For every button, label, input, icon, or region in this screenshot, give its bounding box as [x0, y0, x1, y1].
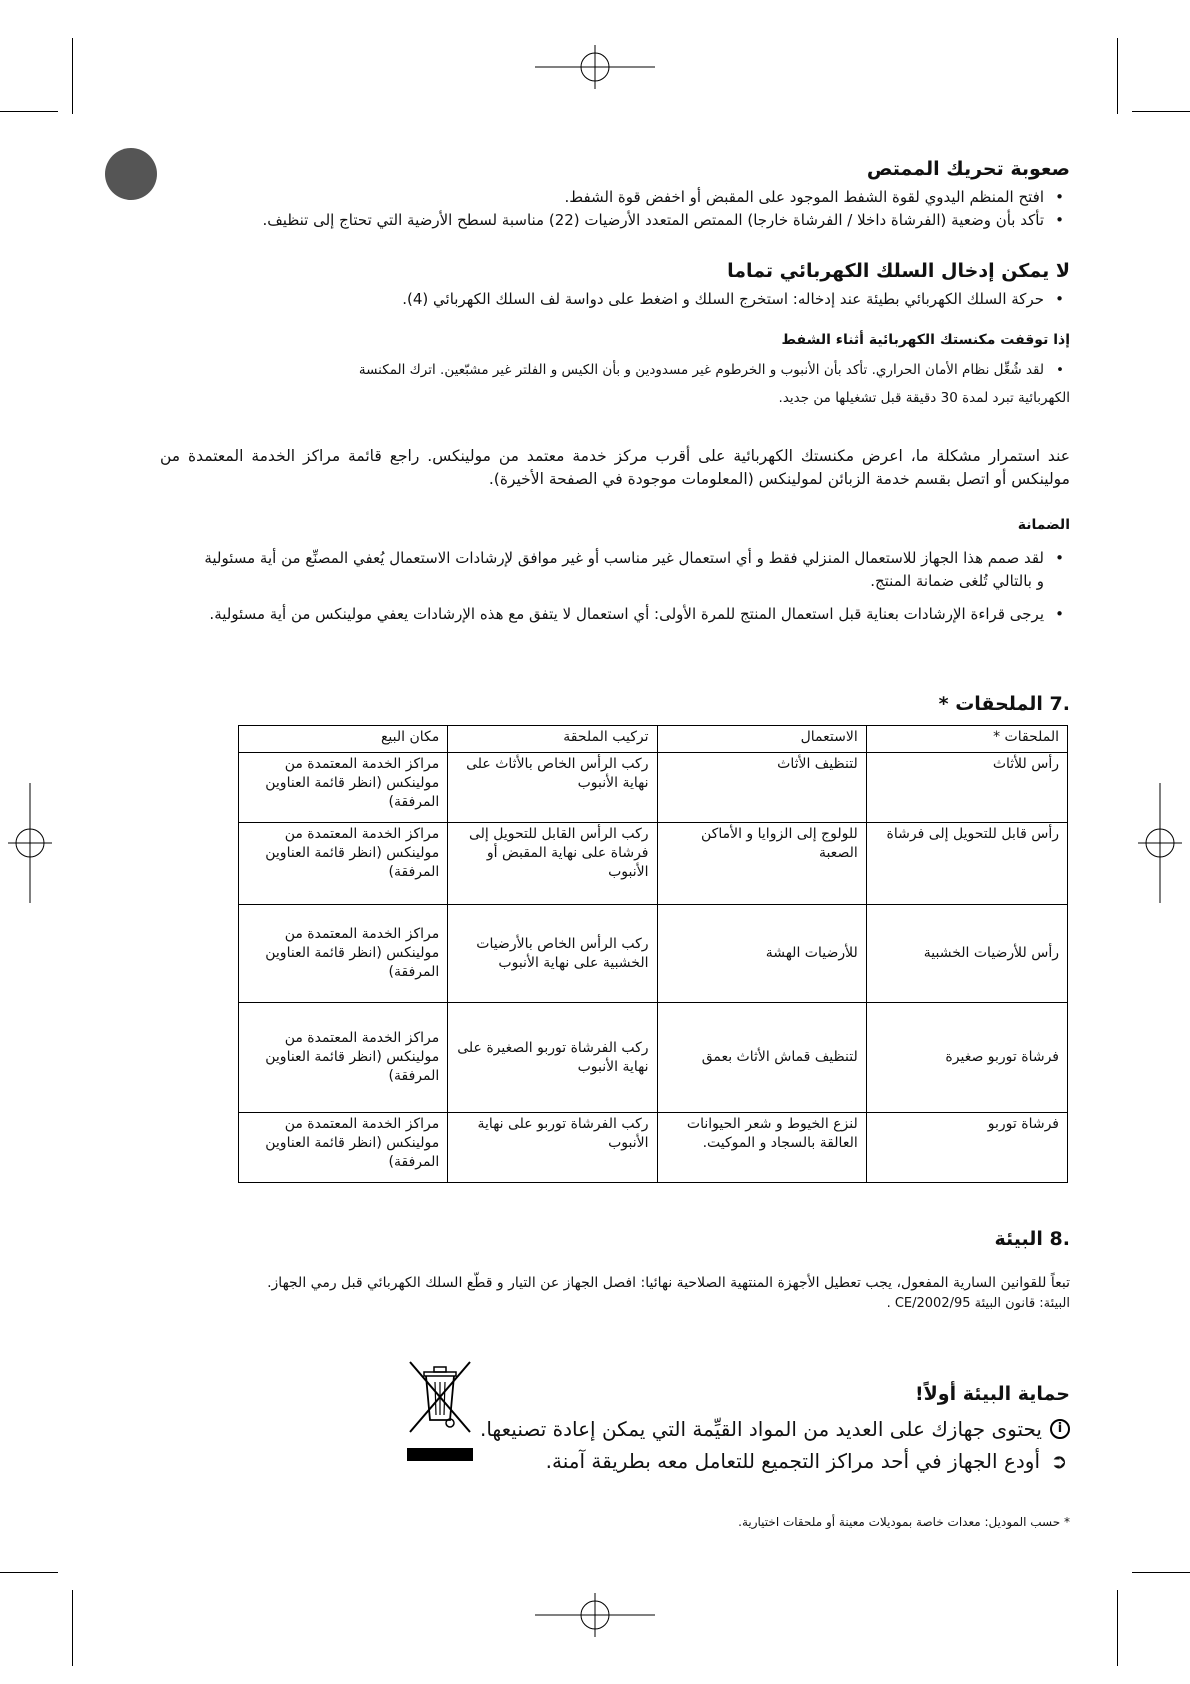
- registration-mark-left: [8, 783, 52, 903]
- table-header-where-to-buy: مكان البيع: [239, 726, 448, 753]
- footnote-wrap: [160, 1512, 1070, 1532]
- crop-mark: [0, 1572, 58, 1573]
- environment-paragraph: تبعاً للقوانين السارية المفعول، يجب تعطيل الأجهزة المنتهية الصلاحية نهائيا: افصل الجهاز عن التيار و قطّع السلك الكهربائي قبل رمي الجهاز.: [267, 1275, 1070, 1291]
- info-icon: i: [1050, 1419, 1070, 1439]
- persist-section: [160, 445, 1070, 491]
- table-cell: لنزع الخيوط و شعر الحيوانات العالقة بالسجاد و الموكيت.: [657, 1113, 866, 1183]
- stops-title: إذا توقفت مكنستك الكهربائية أثناء الشفط: [781, 332, 1070, 348]
- table-row: [239, 1003, 1068, 1113]
- table-row: [239, 1113, 1068, 1183]
- table-cell: ركب الفرشاة توربو الصغيرة على نهاية الأنبوب: [448, 1003, 657, 1113]
- table-cell: رأس قابل للتحويل إلى فرشاة: [866, 823, 1067, 905]
- table-header-use: الاستعمال: [657, 726, 866, 753]
- footnote: * حسب الموديل: معدات خاصة بموديلات معينة أو ملحقات اختيارية.: [738, 1515, 1070, 1529]
- stops-continuation: الكهربائية تبرد لمدة 30 دقيقة قبل تشغيلها من جديد.: [778, 390, 1070, 406]
- table-cell: فرشاة توربو صغيرة: [866, 1003, 1067, 1113]
- registration-mark-top: [535, 45, 655, 89]
- table-row: [239, 905, 1068, 1003]
- warranty-title: الضمانة: [1017, 517, 1070, 533]
- persist-paragraph: عند استمرار مشكلة ما، اعرض مكنستك الكهربائية على أقرب مركز خدمة معتمد من مولينكس. راجع قائمة مراكز الخدمة المعتمدة من مولينكس أو اتصل بقسم خدمة الزبائن لمولينكس (المعلومات موجودة في الصفحة الأخيرة).: [160, 447, 1070, 488]
- protect-line-2-text: أودع الجهاز في أحد مراكز التجميع للتعامل معه بطريقة آمنة.: [545, 1449, 1040, 1473]
- table-cell: ركب الرأس الخاص بالأثاث على نهاية الأنبوب: [448, 753, 657, 823]
- cord-section: [160, 260, 1070, 311]
- stops-item: • لقد شُغِّل نظام الأمان الحراري. تأكد بأن الأنبوب و الخرطوم غير مسدودين و بأن الكيس و الفلتر غير مشبّعين. اترك المكنسة: [160, 360, 1070, 380]
- suction-difficulty-item-2: • تأكد بأن وضعية (الفرشاة داخلا / الفرشاة خارجا) الممتص المتعدد الأرضيات (22) مناسبة لسطح الأرضية التي تحتاج إلى تنظيف.: [160, 209, 1070, 232]
- registration-mark-bottom: [535, 1593, 655, 1637]
- table-cell: رأس للأثاث: [866, 753, 1067, 823]
- accessories-title: .7 الملحقات *: [938, 693, 1070, 715]
- table-row: [239, 753, 1068, 823]
- environment-title: .8 البيئة: [994, 1228, 1070, 1250]
- environment-section: [160, 1228, 1070, 1314]
- protect-section: [160, 1383, 1070, 1477]
- warranty-item-2: • يرجى قراءة الإرشادات بعناية قبل استعمال المنتج للمرة الأولى: أي استعمال لا يتفق مع هذه الإرشادات يعفي مولينكس من أية مسئولية.: [160, 603, 1070, 626]
- table-cell: مراكز الخدمة المعتمدة من مولينكس (انظر قائمة العناوين المرفقة): [239, 753, 448, 823]
- suction-difficulty-title: صعوبة تحريك الممتص: [866, 158, 1070, 180]
- table-header-accessory: الملحقات *: [866, 726, 1067, 753]
- stops-section: [160, 332, 1070, 408]
- table-cell: لتنظيف قماش الأثاث بعمق: [657, 1003, 866, 1113]
- crop-mark: [1132, 1572, 1190, 1573]
- protect-line-2: [160, 1445, 1070, 1477]
- table-cell: مراكز الخدمة المعتمدة من مولينكس (انظر قائمة العناوين المرفقة): [239, 823, 448, 905]
- crop-mark: [1132, 111, 1190, 112]
- crop-mark: [72, 1590, 73, 1666]
- accessories-table: [238, 725, 1068, 1183]
- registration-mark-right: [1138, 783, 1182, 903]
- environment-law: البيئة: قانون البيئة 2002/95/CE .: [886, 1296, 1070, 1311]
- warranty-section: [160, 517, 1070, 626]
- table-cell: مراكز الخدمة المعتمدة من مولينكس (انظر قائمة العناوين المرفقة): [239, 905, 448, 1003]
- suction-difficulty-item-1: • افتح المنظم اليدوي لقوة الشفط الموجود على المقبض أو اخفض قوة الشفط.: [160, 186, 1070, 209]
- table-row: [239, 823, 1068, 905]
- table-cell: رأس للأرضيات الخشبية: [866, 905, 1067, 1003]
- accessories-heading-wrap: [160, 693, 1070, 715]
- language-tab-dot: [105, 148, 157, 200]
- cord-title: لا يمكن إدخال السلك الكهربائي تماما: [727, 260, 1070, 282]
- cord-item-1: • حركة السلك الكهربائي بطيئة عند إدخاله: استخرج السلك و اضغط على دواسة لف السلك الكهربائي (4).: [160, 288, 1070, 311]
- table-cell: للأرضيات الهشة: [657, 905, 866, 1003]
- table-cell: ركب الرأس الخاص بالأرضيات الخشبية على نهاية الأنبوب: [448, 905, 657, 1003]
- table-cell: ركب الرأس القابل للتحويل إلى فرشاة على نهاية المقبض أو الأنبوب: [448, 823, 657, 905]
- table-cell: مراكز الخدمة المعتمدة من مولينكس (انظر قائمة العناوين المرفقة): [239, 1113, 448, 1183]
- table-cell: فرشاة توربو: [866, 1113, 1067, 1183]
- crop-mark: [72, 38, 73, 114]
- protect-line-1: [160, 1413, 1070, 1445]
- table-cell: ركب الفرشاة توربو على نهاية الأنبوب: [448, 1113, 657, 1183]
- table-cell: مراكز الخدمة المعتمدة من مولينكس (انظر قائمة العناوين المرفقة): [239, 1003, 448, 1113]
- protect-title: حماية البيئة أولاً!: [914, 1383, 1070, 1405]
- table-cell: لتنظيف الأثاث: [657, 753, 866, 823]
- crop-mark: [0, 111, 58, 112]
- table-cell: للولوج إلى الزوايا و الأماكن الصعبة: [657, 823, 866, 905]
- suction-difficulty-section: [160, 158, 1070, 232]
- recycle-arrow-icon: ➲: [1050, 1449, 1068, 1473]
- protect-line-1-text: يحتوى جهازك على العديد من المواد القيِّمة التي يمكن إعادة تصنيعها.: [479, 1417, 1042, 1441]
- table-header-row: [239, 726, 1068, 753]
- crop-mark: [1117, 38, 1118, 114]
- crop-mark: [1117, 1590, 1118, 1666]
- warranty-item-1: • لقد صمم هذا الجهاز للاستعمال المنزلي فقط و أي استعمال غير مناسب أو غير موافق لإرشادات الاستعمال يُعفي المصنِّع من أية مسئولية و بالتالي تُلغى ضمانة المنتج.: [160, 547, 1070, 593]
- table-header-fitting: تركيب الملحقة: [448, 726, 657, 753]
